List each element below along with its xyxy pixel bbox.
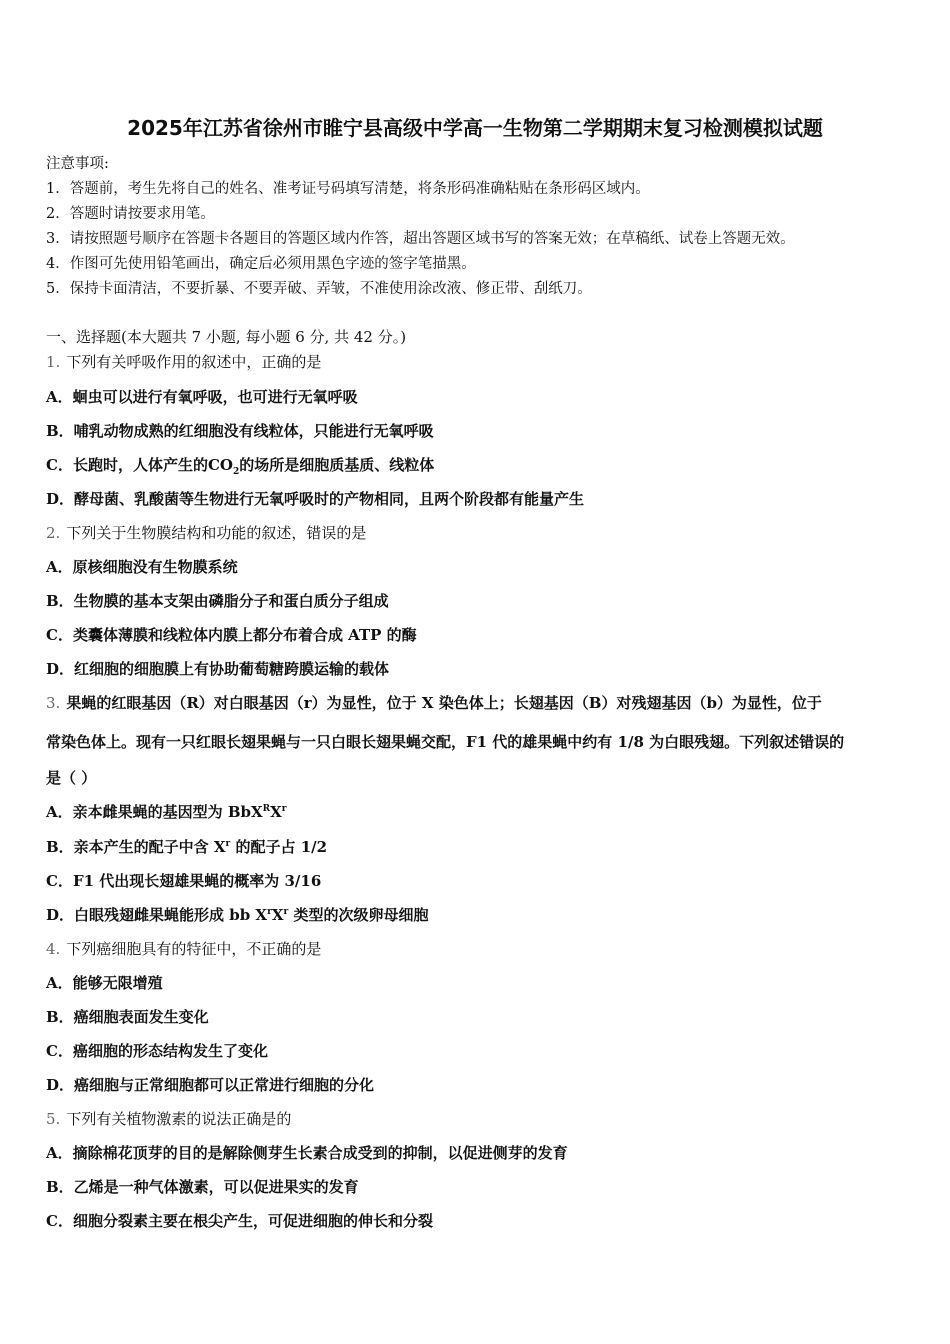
- subscript: 2: [232, 467, 240, 477]
- q1-option-b: B．哺乳动物成熟的红细胞没有线粒体，只能进行无氧呼吸: [46, 422, 434, 440]
- question-text: 下列有关植物激素的说法正确是的: [66, 1110, 292, 1128]
- q1-option-c: [46, 454, 434, 477]
- q5-option-c: C．细胞分裂素主要在根尖产生，可促进细胞的伸长和分裂: [46, 1212, 433, 1230]
- question-1-stem: [46, 351, 321, 372]
- page-title: 2025年江苏省徐州市睢宁县高级中学高一生物第二学期期末复习检测模拟试题: [127, 116, 823, 140]
- option-text-tail: 类型的次级卵母细胞: [288, 906, 429, 924]
- option-text-mid: X: [270, 803, 282, 821]
- question-text: 下列关于生物膜结构和功能的叙述，错误的是: [66, 524, 367, 542]
- question-2-stem: [46, 522, 366, 543]
- q2-option-c: C．类囊体薄膜和线粒体内膜上都分布着合成 ATP 的酶: [46, 626, 417, 644]
- notice-item-3: 3．请按照题号顺序在答题卡各题目的答题区域内作答，超出答题区域书写的答案无效；在草稿纸、试卷上答题无效。: [46, 231, 795, 247]
- section-heading: 一、选择题(本大题共 7 小题, 每小题 6 分, 共 42 分。): [46, 328, 407, 346]
- q3-option-d: [46, 904, 428, 925]
- q4-option-d: D．癌细胞与正常细胞都可以正常进行细胞的分化: [46, 1076, 375, 1094]
- question-number: 2.: [46, 524, 61, 542]
- question-number: 1.: [46, 353, 61, 371]
- question-text: 下列癌细胞具有的特征中，不正确的是: [66, 940, 322, 958]
- notice-item-4: 4．作图可先使用铅笔画出，确定后必须用黑色字迹的签字笔描黑。: [46, 256, 476, 272]
- q3-option-c: C．F1 代出现长翅雄果蝇的概率为 3/16: [46, 872, 322, 890]
- question-3-stem-line1: [46, 692, 822, 713]
- option-text-mid: X: [271, 906, 284, 924]
- q5-option-a: A．摘除棉花顶芽的目的是解除侧芽生长素合成受到的抑制，以促进侧芽的发育: [46, 1144, 568, 1162]
- question-3-stem-line3: 是（ ）: [46, 769, 97, 787]
- q2-option-d: D．红细胞的细胞膜上有协助葡萄糖跨膜运输的载体: [46, 660, 390, 678]
- q1-option-d: D．酵母菌、乳酸菌等生物进行无氧呼吸时的产物相同，且两个阶段都有能量产生: [46, 490, 585, 508]
- notice-heading: 注意事项:: [46, 156, 109, 172]
- question-text: 下列有关呼吸作用的叙述中，正确的是: [66, 353, 322, 371]
- option-text-tail: 的配子占 1/2: [230, 838, 328, 856]
- q5-option-b: B．乙烯是一种气体激素，可以促进果实的发育: [46, 1178, 359, 1196]
- superscript: r: [281, 804, 287, 814]
- option-text: C．长跑时，人体产生的CO: [46, 456, 233, 474]
- superscript: r: [225, 839, 231, 849]
- q4-option-b: B．癌细胞表面发生变化: [46, 1008, 209, 1026]
- q1-option-a: A．蛔虫可以进行有氧呼吸，也可进行无氧呼吸: [46, 388, 358, 406]
- q3-option-a: [46, 801, 287, 822]
- q2-option-b: B．生物膜的基本支架由磷脂分子和蛋白质分子组成: [46, 592, 389, 610]
- question-number: 3.: [46, 694, 61, 712]
- notice-item-2: 2．答题时请按要求用笔。: [46, 206, 215, 222]
- question-text: 果蝇的红眼基因（R）对白眼基因（r）为显性，位于 X 染色体上；长翅基因（B）对残翅基因（b）为显性，位于: [66, 694, 822, 712]
- superscript: R: [262, 804, 271, 814]
- question-5-stem: [46, 1108, 291, 1129]
- notice-item-1: 1．答题前，考生先将自己的姓名、准考证号码填写清楚，将条形码准确粘贴在条形码区域内。: [46, 181, 650, 197]
- question-4-stem: [46, 938, 321, 959]
- q3-option-b: [46, 836, 327, 857]
- superscript: r: [283, 907, 289, 917]
- superscript: r: [267, 907, 272, 917]
- option-text: A．亲本雌果蝇的基因型为 BbX: [46, 803, 263, 821]
- option-text: B．亲本产生的配子中含 X: [46, 838, 226, 856]
- question-number: 5.: [46, 1110, 61, 1128]
- q4-option-a: A．能够无限增殖: [46, 974, 163, 992]
- notice-item-5: 5．保持卡面清洁，不要折暴、不要弄破、弄皱，不准使用涂改液、修正带、刮纸刀。: [46, 281, 592, 297]
- option-text-tail: 的场所是细胞质基质、线粒体: [239, 456, 435, 474]
- question-3-stem-line2: 常染色体上。现有一只红眼长翅果蝇与一只白眼长翅果蝇交配，F1 代的雄果蝇中约有 1/8 为白眼残翅。下列叙述错误的: [46, 733, 845, 751]
- q2-option-a: A．原核细胞没有生物膜系统: [46, 558, 238, 576]
- option-text: D．白眼残翅雌果蝇能形成 bb X: [46, 906, 268, 924]
- question-number: 4.: [46, 940, 61, 958]
- q4-option-c: C．癌细胞的形态结构发生了变化: [46, 1042, 268, 1060]
